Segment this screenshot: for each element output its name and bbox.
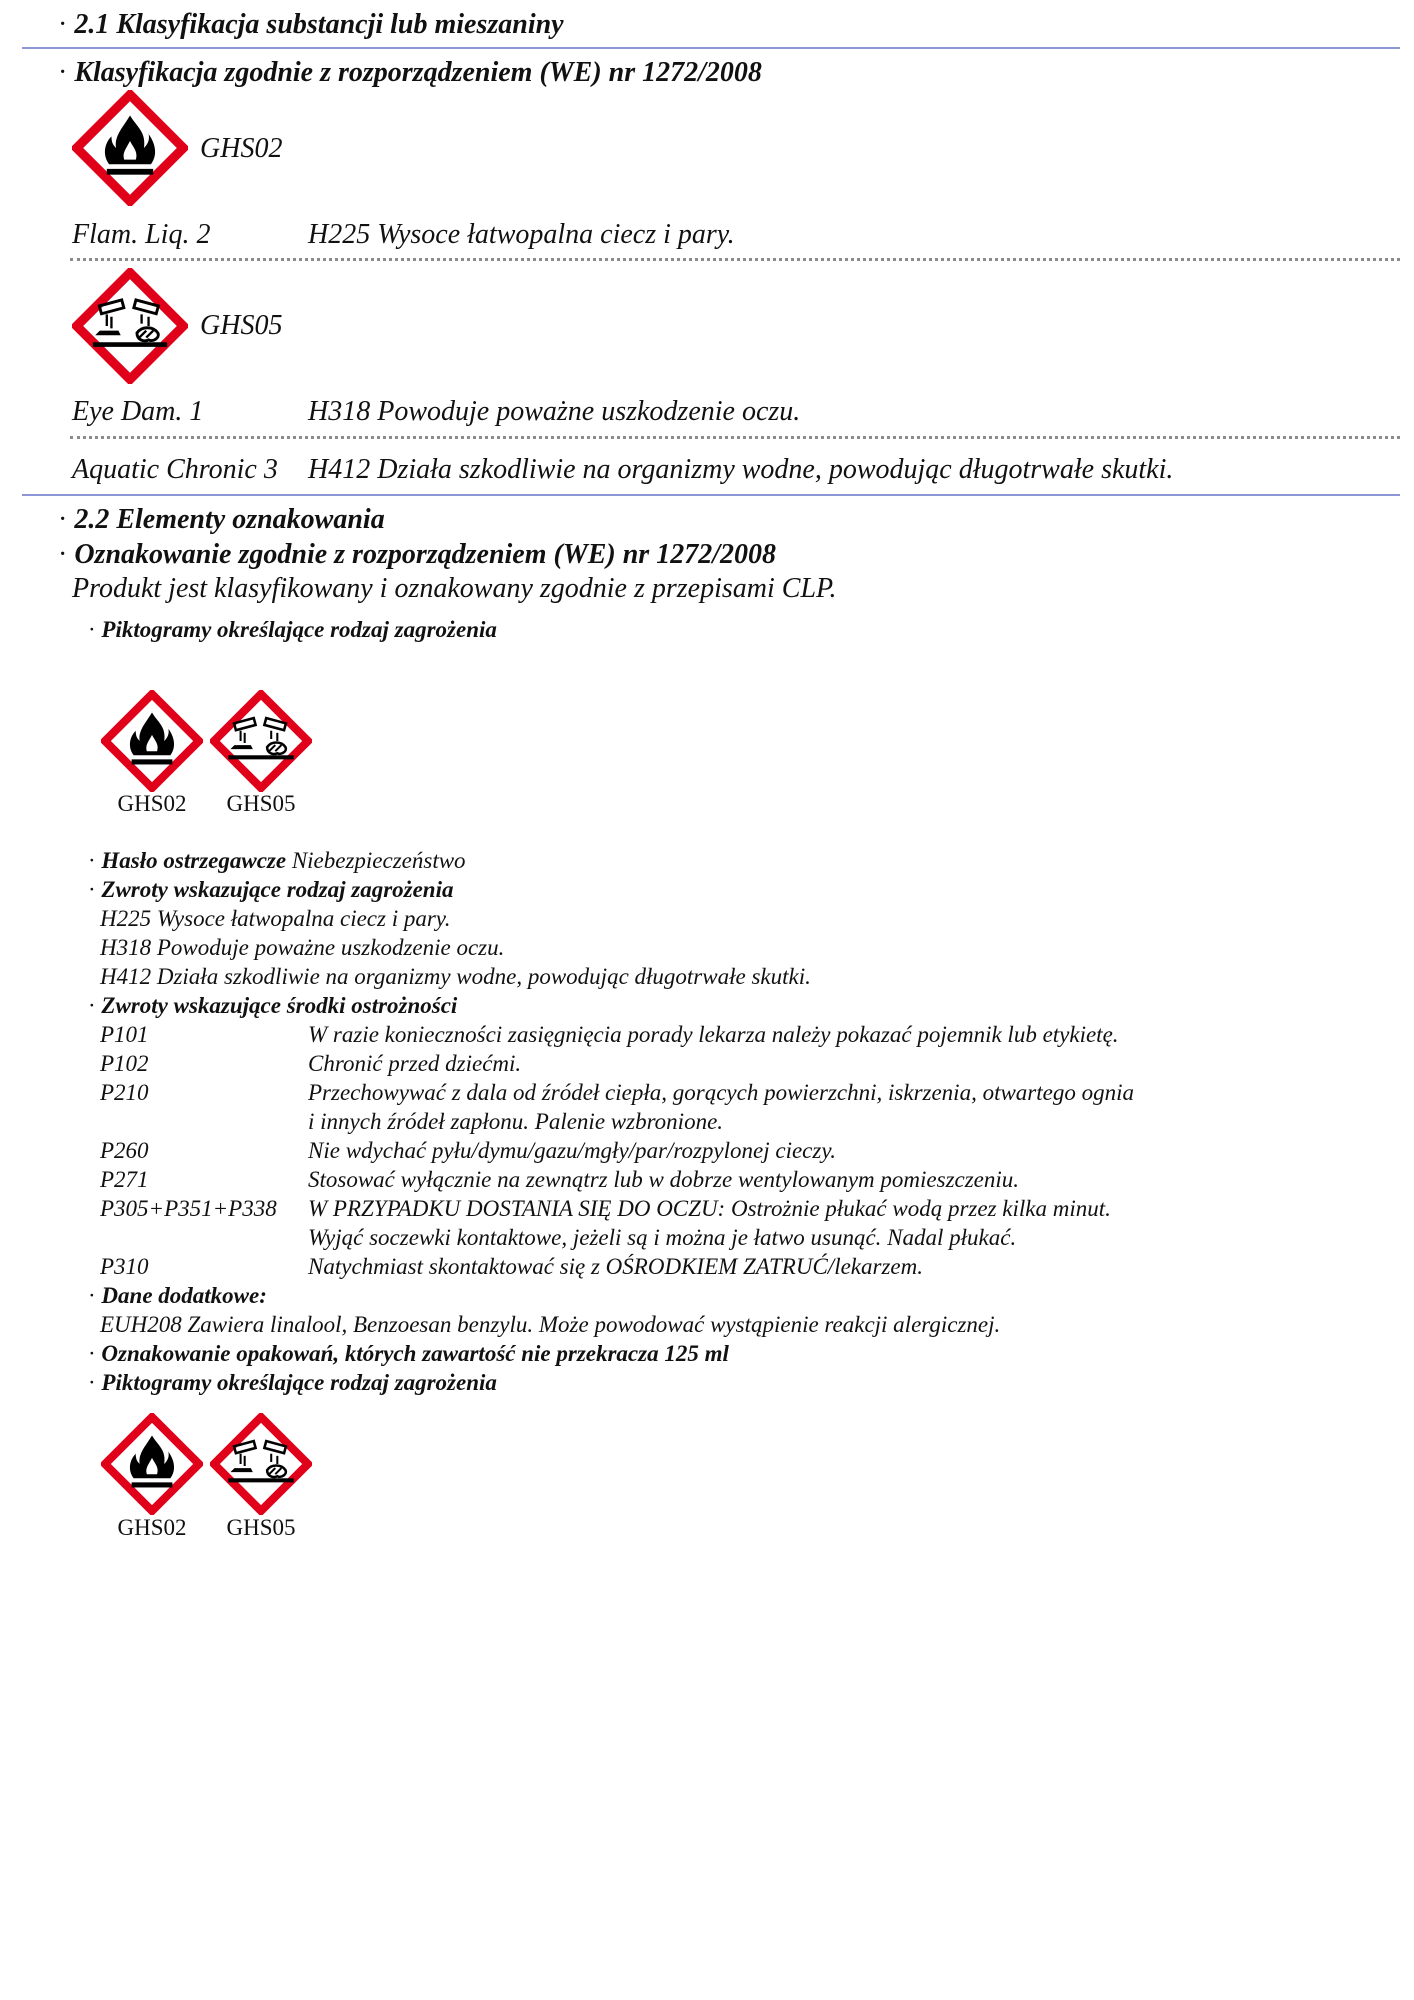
hazard-line: H412 Działa szkodliwie na organizmy wodne, powodując długotrwałe skutki. <box>100 964 811 989</box>
precaution-text: Nie wdychać pyłu/dymu/gazu/mgły/par/rozpylonej cieczy. <box>308 1138 837 1163</box>
precaution-text: Przechowywać z dala od źródeł ciepła, gorących powierzchni, iskrzenia, otwartego ognia <box>308 1080 1134 1105</box>
precaution-code: P101 <box>100 1022 149 1047</box>
section-2-1-heading: · 2.1 Klasyfikacja substancji lub mieszaniny <box>58 9 564 40</box>
pictogram-label: GHS05 <box>200 310 283 341</box>
pictogram-caption: GHS05 <box>226 1515 296 1540</box>
pictogram-caption: GHS05 <box>226 791 296 816</box>
section-rule <box>22 47 1400 49</box>
section-rule <box>22 494 1400 496</box>
classification-subtitle: · Klasyfikacja zgodnie z rozporządzeniem (WE) nr 1272/2008 <box>58 57 762 88</box>
corrosion-pictogram-icon <box>210 690 312 792</box>
labelling-subtitle: · Oznakowanie zgodnie z rozporządzeniem (WE) nr 1272/2008 <box>58 539 776 570</box>
corrosion-pictogram-icon <box>72 268 188 384</box>
precaution-code: P102 <box>100 1051 149 1076</box>
hazard-class-code: Flam. Liq. 2 <box>72 219 211 250</box>
section-2-2-heading: · 2.2 Elementy oznakowania <box>58 504 385 535</box>
hazard-statement: H225 Wysoce łatwopalna ciecz i pary. <box>308 219 735 250</box>
pictogram-caption: GHS02 <box>117 1515 187 1540</box>
precaution-text-continued: Wyjąć soczewki kontaktowe, jeżeli są i można je łatwo usunąć. Nadal płukać. <box>308 1225 1017 1250</box>
hazard-statements-heading: · Zwroty wskazujące rodzaj zagrożenia <box>88 877 454 902</box>
small-packaging-heading: · Oznakowanie opakowań, których zawartość nie przekracza 125 ml <box>88 1341 729 1366</box>
flame-pictogram-icon <box>72 90 188 206</box>
precaution-text: W razie konieczności zasięgnięcia porady lekarza należy pokazać pojemnik lub etykietę. <box>308 1022 1119 1047</box>
precaution-code: P210 <box>100 1080 149 1105</box>
clp-note: Produkt jest klasyfikowany i oznakowany zgodnie z przepisami CLP. <box>72 573 837 604</box>
additional-info-heading: · Dane dodatkowe: <box>88 1283 267 1308</box>
precaution-code: P305+P351+P338 <box>100 1196 277 1221</box>
hazard-class-code: Aquatic Chronic 3 <box>72 454 278 485</box>
precautionary-heading: · Zwroty wskazujące środki ostrożności <box>88 993 458 1018</box>
precaution-text: Stosować wyłącznie na zewnątrz lub w dobrze wentylowanym pomieszczeniu. <box>308 1167 1020 1192</box>
small-packaging-pictograms-heading: · Piktogramy określające rodzaj zagrożenia <box>88 1370 497 1395</box>
precaution-text: Chronić przed dziećmi. <box>308 1051 522 1076</box>
pictogram-caption: GHS02 <box>117 791 187 816</box>
signal-word-line: · Hasło ostrzegawcze Niebezpieczeństwo <box>88 848 466 873</box>
dotted-divider <box>70 258 1400 261</box>
precaution-text-continued: i innych źródeł zapłonu. Palenie wzbronione. <box>308 1109 724 1134</box>
precaution-code: P260 <box>100 1138 149 1163</box>
pictograms-heading: · Piktogramy określające rodzaj zagrożenia <box>88 617 497 642</box>
hazard-statement: H412 Działa szkodliwie na organizmy wodne, powodując długotrwałe skutki. <box>308 454 1174 485</box>
additional-info-text: EUH208 Zawiera linalool, Benzoesan benzylu. Może powodować wystąpienie reakcji alergicznej. <box>100 1312 1001 1337</box>
hazard-line: H318 Powoduje poważne uszkodzenie oczu. <box>100 935 505 960</box>
pictogram-label: GHS02 <box>200 133 283 164</box>
dotted-divider <box>70 436 1400 439</box>
hazard-statement: H318 Powoduje poważne uszkodzenie oczu. <box>308 396 801 427</box>
corrosion-pictogram-icon <box>210 1413 312 1515</box>
precaution-text: W PRZYPADKU DOSTANIA SIĘ DO OCZU: Ostrożnie płukać wodą przez kilka minut. <box>308 1196 1111 1221</box>
hazard-class-code: Eye Dam. 1 <box>72 396 204 427</box>
precaution-text: Natychmiast skontaktować się z OŚRODKIEM ZATRUĆ/lekarzem. <box>308 1254 923 1279</box>
flame-pictogram-icon <box>101 690 203 792</box>
precaution-code: P271 <box>100 1167 149 1192</box>
flame-pictogram-icon <box>101 1413 203 1515</box>
precaution-code: P310 <box>100 1254 149 1279</box>
hazard-line: H225 Wysoce łatwopalna ciecz i pary. <box>100 906 451 931</box>
